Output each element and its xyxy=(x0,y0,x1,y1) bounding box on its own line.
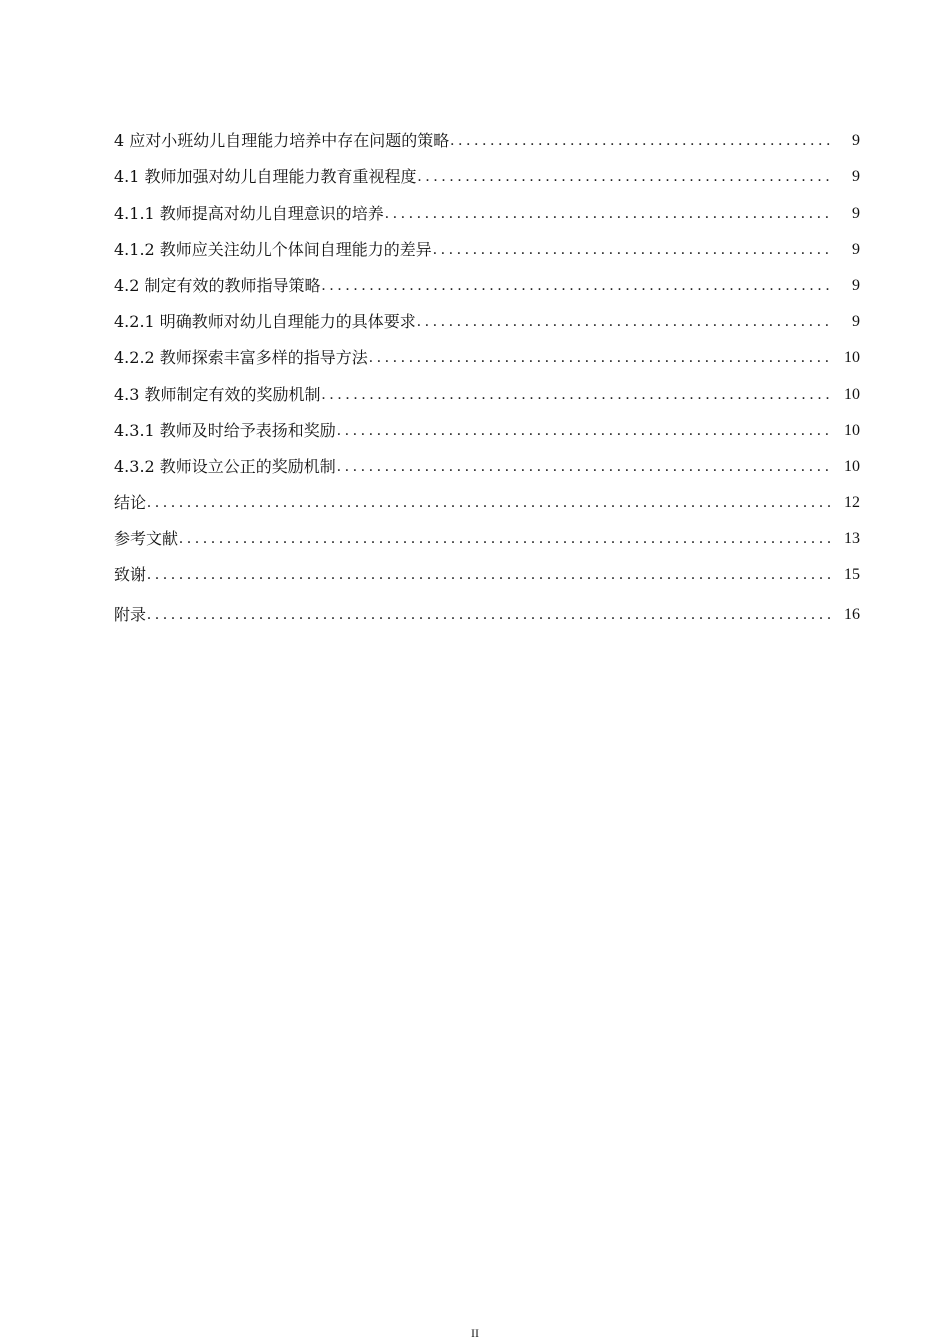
toc-leader-dots xyxy=(417,312,830,332)
toc-entry-page: 13 xyxy=(844,530,860,548)
toc-entry-title: 4.3.1 教师及时给予表扬和奖励 xyxy=(114,420,336,440)
toc-entry-page: 10 xyxy=(844,385,860,403)
toc-entry[interactable] xyxy=(114,115,860,151)
toc-leader-dots xyxy=(369,348,830,368)
toc-entry[interactable] xyxy=(114,368,860,404)
toc-entry-page: 10 xyxy=(844,349,860,367)
toc-entry[interactable] xyxy=(114,296,860,332)
toc-entry-page: 9 xyxy=(852,276,860,294)
toc-entry-title: 4.1.1 教师提高对幼儿自理意识的培养 xyxy=(114,203,384,223)
toc-entry[interactable] xyxy=(114,513,860,549)
toc-entry-page: 9 xyxy=(852,132,860,150)
toc-entry[interactable] xyxy=(114,405,860,441)
toc-entry-title: 4.2.1 明确教师对幼儿自理能力的具体要求 xyxy=(114,312,416,332)
toc-entry[interactable] xyxy=(114,585,860,625)
toc-leader-dots xyxy=(179,529,830,549)
toc-leader-dots xyxy=(147,493,830,513)
toc-entry-page: 9 xyxy=(852,240,860,258)
toc-leader-dots xyxy=(322,276,830,296)
toc-entry-title: 4 应对小班幼儿自理能力培养中存在问题的策略 xyxy=(114,131,450,151)
toc-entry-page: 16 xyxy=(844,606,860,624)
toc-entry-page: 15 xyxy=(844,566,860,584)
toc-leader-dots xyxy=(147,565,830,585)
toc-entry[interactable] xyxy=(114,260,860,296)
toc-entry-title: 4.3.2 教师设立公正的奖励机制 xyxy=(114,456,336,476)
toc-entry-page: 9 xyxy=(852,168,860,186)
table-of-contents xyxy=(114,115,860,625)
toc-leader-dots xyxy=(418,167,830,187)
toc-entry[interactable] xyxy=(114,187,860,223)
toc-leader-dots xyxy=(337,457,830,477)
toc-entry-title: 附录 xyxy=(114,605,147,625)
footer-page-number: II xyxy=(471,1326,479,1340)
toc-leader-dots xyxy=(322,385,830,405)
toc-leader-dots xyxy=(433,240,830,260)
toc-entry-title: 4.2 制定有效的教师指导策略 xyxy=(114,275,321,295)
toc-entry[interactable] xyxy=(114,477,860,513)
toc-leader-dots xyxy=(385,204,830,224)
toc-leader-dots xyxy=(337,421,830,441)
toc-entry-page: 9 xyxy=(852,313,860,331)
toc-entry[interactable] xyxy=(114,224,860,260)
toc-entry-title: 结论 xyxy=(114,493,147,513)
toc-entry-page: 12 xyxy=(844,494,860,512)
toc-entry-title: 致谢 xyxy=(114,565,147,585)
toc-entry-title: 参考文献 xyxy=(114,529,179,549)
toc-entry[interactable] xyxy=(114,332,860,368)
toc-entry-title: 4.2.2 教师探索丰富多样的指导方法 xyxy=(114,348,368,368)
toc-leader-dots xyxy=(450,131,830,151)
toc-entry-title: 4.1.2 教师应关注幼儿个体间自理能力的差异 xyxy=(114,239,432,259)
toc-entry-title: 4.3 教师制定有效的奖励机制 xyxy=(114,384,321,404)
toc-entry[interactable] xyxy=(114,549,860,585)
toc-entry[interactable] xyxy=(114,151,860,187)
toc-entry[interactable] xyxy=(114,441,860,477)
toc-entry-page: 10 xyxy=(844,457,860,475)
toc-entry-page: 9 xyxy=(852,204,860,222)
toc-entry-page: 10 xyxy=(844,421,860,439)
toc-entry-title: 4.1 教师加强对幼儿自理能力教育重视程度 xyxy=(114,167,417,187)
toc-leader-dots xyxy=(147,605,830,625)
